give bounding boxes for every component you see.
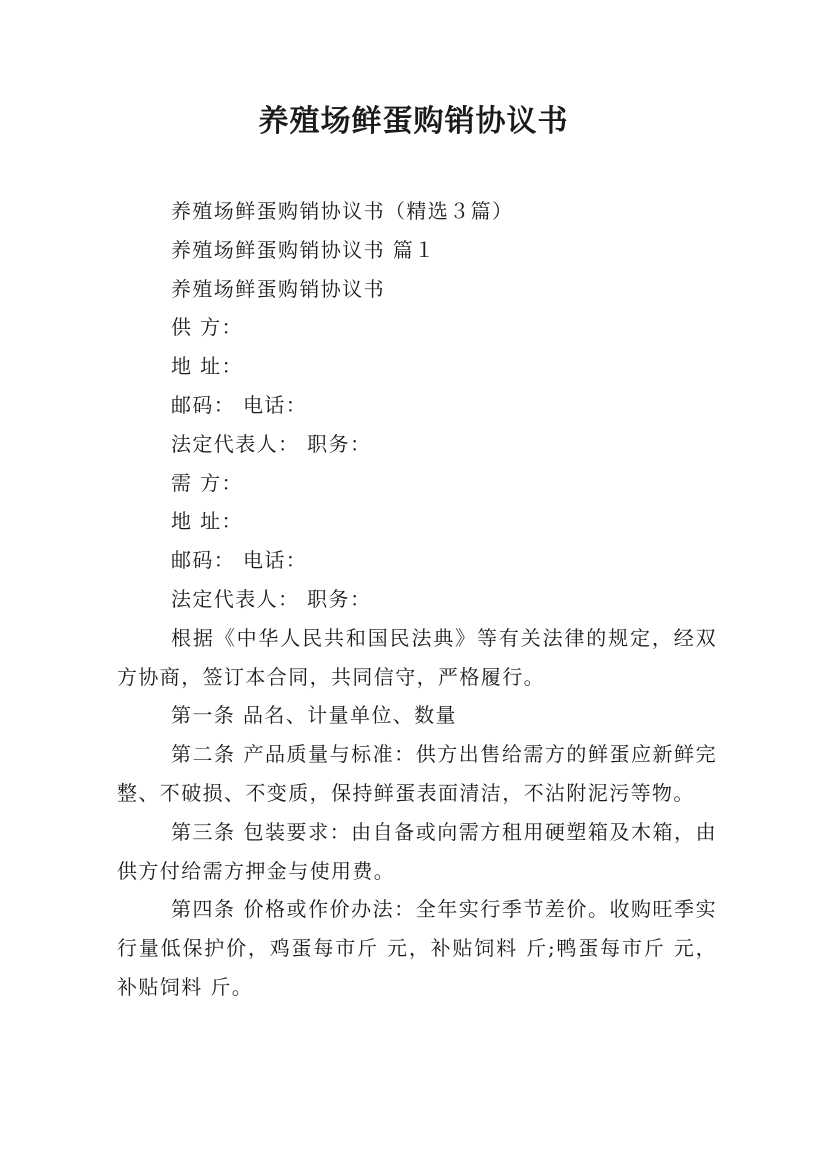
document-title: 养殖场鲜蛋购销协议书 bbox=[258, 104, 569, 139]
buyer-label: 需 方： bbox=[171, 470, 243, 495]
supplier-address-label: 地 址： bbox=[171, 354, 243, 379]
buyer-legal-rep-label: 法定代表人： 职务： bbox=[171, 586, 372, 611]
supplier-label: 供 方： bbox=[171, 315, 243, 340]
preamble-paragraph: 根据《中华人民共和国民法典》等有关法律的规定，经双方协商，签订本合同，共同信守，严格履行。 bbox=[117, 625, 717, 689]
document-body bbox=[117, 192, 717, 1007]
article-3-paragraph: 第三条 包装要求：由自备或向需方租用硬塑箱及木箱，由供方付给需方押金与使用费。 bbox=[117, 819, 717, 883]
buyer-address-label: 地 址： bbox=[171, 509, 243, 534]
article-1-paragraph: 第一条 品名、计量单位、数量 bbox=[171, 703, 457, 728]
agreement-heading: 养殖场鲜蛋购销协议书 bbox=[171, 276, 385, 301]
supplier-postcode-phone-label: 邮码： 电话： bbox=[171, 392, 308, 417]
buyer-postcode-phone-label: 邮码： 电话： bbox=[171, 548, 308, 573]
subtitle-article-1: 养殖场鲜蛋购销协议书 篇１ bbox=[171, 237, 436, 262]
subtitle-collection: 养殖场鲜蛋购销协议书（精选３篇） bbox=[171, 199, 514, 223]
article-2-paragraph: 第二条 产品质量与标准：供方出售给需方的鲜蛋应新鲜完整、不破损、不变质，保持鲜蛋表面清洁，不沾附泥污等物。 bbox=[117, 742, 717, 805]
supplier-legal-rep-label: 法定代表人： 职务： bbox=[171, 431, 372, 456]
article-4-paragraph: 第四条 价格或作价办法：全年实行季节差价。收购旺季实行量低保护价，鸡蛋每市斤 元，补贴饲料 斤;鸭蛋每市斤 元，补贴饲料 斤。 bbox=[117, 897, 717, 999]
